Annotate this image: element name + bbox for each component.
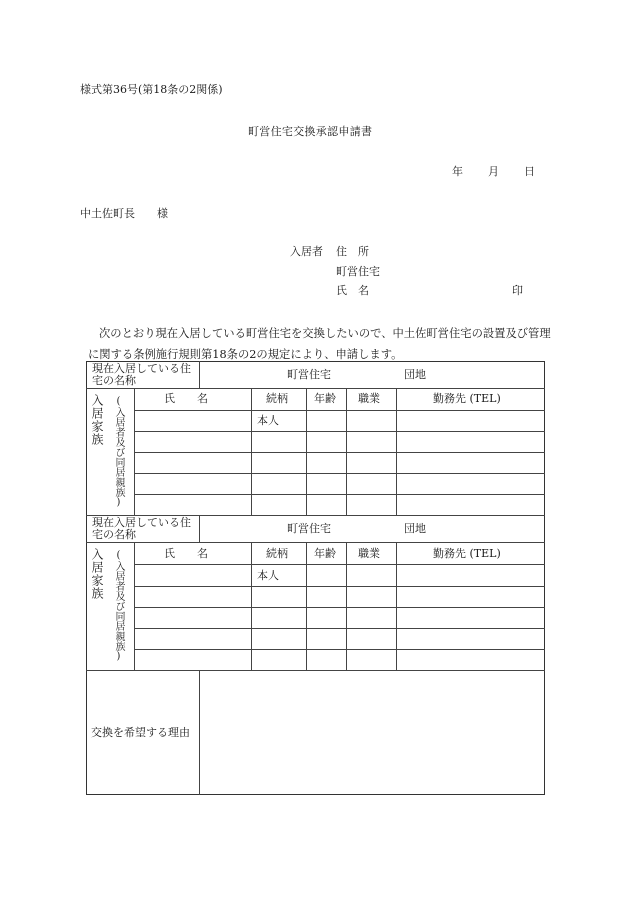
applicant-housing-label: 町営住宅 (336, 265, 380, 278)
table-line (251, 542, 252, 670)
table-line (199, 515, 200, 542)
table-line (134, 649, 545, 650)
family-sub-label: (入居者及び同居親族) (113, 550, 124, 662)
housing-label: 町営住宅 (287, 368, 331, 381)
col-workplace-header: 勤務先 (TEL) (433, 392, 501, 405)
table-line (134, 586, 545, 587)
table-line (346, 542, 347, 670)
col-age-header: 年齢 (314, 392, 336, 405)
table-line (199, 670, 200, 795)
table-line (134, 473, 545, 474)
table-line (86, 388, 545, 389)
applicant-label: 入居者 (290, 245, 323, 258)
col-occupation-header: 職業 (358, 392, 380, 405)
document-title: 町営住宅交換承認申請書 (248, 125, 373, 138)
col-age-header: 年齢 (314, 547, 336, 560)
form-number: 様式第36号(第18条の2関係) (80, 83, 223, 96)
current-housing-label: 現在入居している住宅の名称 (92, 516, 191, 541)
col-name-header: 氏 名 (164, 392, 208, 405)
table-line (86, 670, 545, 671)
table-line (346, 388, 347, 515)
complex-label: 団地 (404, 368, 426, 381)
table-line (134, 607, 545, 608)
family-sub-label: (入居者及び同居親族) (113, 396, 124, 508)
date-day-label: 日 (524, 165, 535, 178)
table-line (134, 494, 545, 495)
table-line (134, 388, 135, 515)
col-relation-header: 続柄 (266, 392, 288, 405)
table-line (306, 542, 307, 670)
relation-self-cell: 本人 (257, 569, 279, 582)
complex-label: 団地 (404, 522, 426, 535)
body-paragraph: 次のとおり現在入居している町営住宅を交換したいので、中土佐町営住宅の設置及び管理に関する条例施行規則第18条の2の規定により、申請します。 (88, 327, 551, 361)
col-relation-header: 続柄 (266, 547, 288, 560)
col-occupation-header: 職業 (358, 547, 380, 560)
table-line (134, 431, 545, 432)
current-housing-label: 現在入居している住宅の名称 (92, 362, 191, 387)
table-line (251, 388, 252, 515)
seal-mark: 印 (512, 284, 523, 297)
table-line (134, 628, 545, 629)
table-line (199, 361, 200, 388)
table-line (86, 542, 545, 543)
table-line (396, 388, 397, 515)
reason-label: 交換を希望する理由 (91, 726, 190, 739)
table-line (134, 410, 545, 411)
table-line (396, 542, 397, 670)
address-label: 住 所 (336, 245, 369, 258)
table-line (306, 388, 307, 515)
housing-label: 町営住宅 (287, 522, 331, 535)
table-line (134, 542, 135, 670)
date-year-label: 年 (452, 165, 463, 178)
family-label: 入居家族 (90, 548, 104, 600)
col-name-header: 氏 名 (164, 547, 208, 560)
table-line (134, 452, 545, 453)
date-month-label: 月 (488, 165, 499, 178)
name-label: 氏 名 (336, 284, 369, 297)
family-label: 入居家族 (90, 394, 104, 446)
table-line (134, 564, 545, 565)
col-workplace-header: 勤務先 (TEL) (433, 547, 501, 560)
relation-self-cell: 本人 (257, 414, 279, 427)
addressee: 中土佐町長 様 (80, 207, 168, 220)
